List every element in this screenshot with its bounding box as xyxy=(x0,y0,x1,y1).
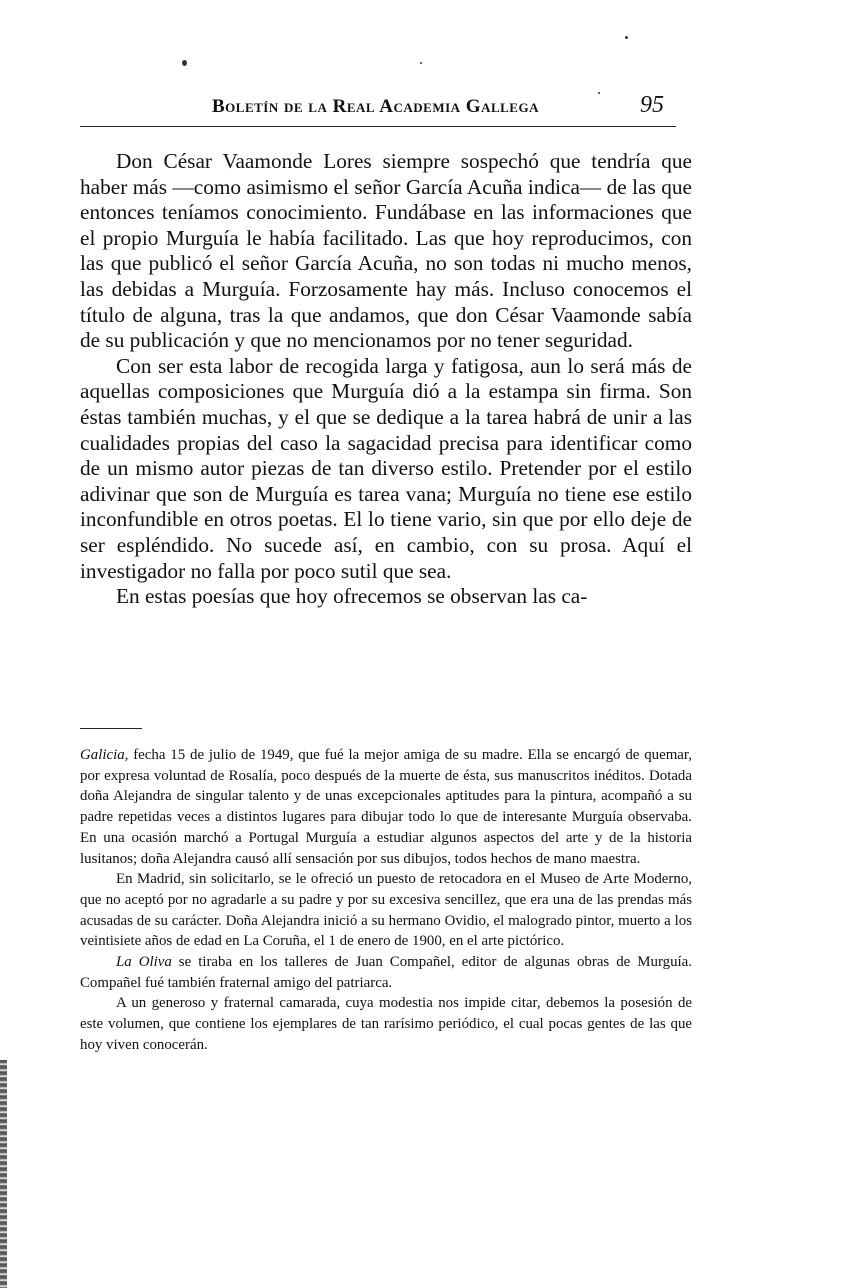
footnote xyxy=(80,993,692,1055)
footnote-rule xyxy=(80,728,142,729)
body-text xyxy=(80,149,692,610)
footnote-lead: Galicia, xyxy=(80,747,129,763)
footnote-text: En Madrid, sin solicitarlo, se le ofreció un puesto de retocadora en el Museo de Arte Moderno, que no aceptó por no agradarle a su padre y por su excesiva sencillez, que era una de las prendas más acusadas de su carácter. Doña Alejandra inició a su hermano Ovidio, el malogrado pintor, muerto a los veintisiete años de edad en La Coruña, el 1 de enero de 1900, en el arte pictórico. xyxy=(80,871,692,950)
scan-speck xyxy=(420,62,422,64)
body-paragraph: En estas poesías que hoy ofrecemos se observan las ca- xyxy=(116,584,588,609)
scan-speck xyxy=(182,60,187,66)
footnotes xyxy=(80,745,692,1056)
body-paragraph: Con ser esta labor de recogida larga y fatigosa, aun lo será más de aquellas composiciones que Murguía dió a la estampa sin firma. Son éstas también muchas, y el que se dedique a la tarea habrá de unir a las cualidades propias del caso la sagacidad precisa para identificar como de un mismo autor piezas de tan diverso estilo. Pretender por el estilo adivinar que son de Murguía es tarea vana; Murguía no tiene ese estilo inconfundible en otros poetas. El lo tiene vario, sin que por ello deje de ser espléndido. No sucede así, en cambio, con su prosa. Aquí el investigador no falla por poco sutil que sea. xyxy=(80,353,692,583)
footnote-text: A un generoso y fraternal camarada, cuya modestia nos impide citar, debemos la posesión de este volumen, que contiene los ejemplares de tan rarísimo periódico, el cual pocas gentes de las que hoy viven conocerán. xyxy=(80,995,692,1053)
footnote-text: se tiraba en los talleres de Juan Compañel, editor de algunas obras de Murguía. Compañel fué también fraternal amigo del patriarca. xyxy=(80,954,692,991)
footnote xyxy=(80,869,692,952)
scan-speck xyxy=(625,36,628,39)
body-paragraph: Don César Vaamonde Lores siempre sospechó que tendría que haber más —como asimismo el señor García Acuña indica— de las que entonces teníamos conocimiento. Fundábase en las informaciones que el propio Murguía le había facilitado. Las que hoy reproducimos, con las que publicó el señor García Acuña, no son todas ni mucho menos, las debidas a Murguía. Forzosamente hay más. Incluso conocemos el título de alguna, tras la que andamos, que don César Vaamonde sabía de su publicación y que no mencionamos por no tener seguridad. xyxy=(80,149,692,353)
footnote xyxy=(80,952,692,993)
page-header xyxy=(80,90,676,126)
footnote-text: fecha 15 de julio de 1949, que fué la mejor amiga de su madre. Ella se encargó de quemar, por expresa voluntad de Rosalía, poco después de la muerte de ésta, sus manuscritos inéditos. Dotada doña Alejandra de singular talento y de unas excepcionales aptitudes para la pintura, acompañó a su padre repetidas veces a distintos lugares para dibujar todo lo que de interesante Murguía observaba. En una ocasión marchó a Portugal Murguía a estudiar algunos aspectos del arte y de la historia lusitanos; doña Alejandra causó allí sensación por sus dibujos, todos hechos de mano maestra. xyxy=(80,747,692,867)
footnote xyxy=(80,745,692,869)
header-rule xyxy=(80,126,676,127)
page-number: 95 xyxy=(640,92,664,118)
running-head: Boletín de la Real Academia Gallega xyxy=(212,96,539,117)
footnote-lead: La Oliva xyxy=(116,954,172,971)
scan-edge-shadow xyxy=(0,1060,7,1288)
